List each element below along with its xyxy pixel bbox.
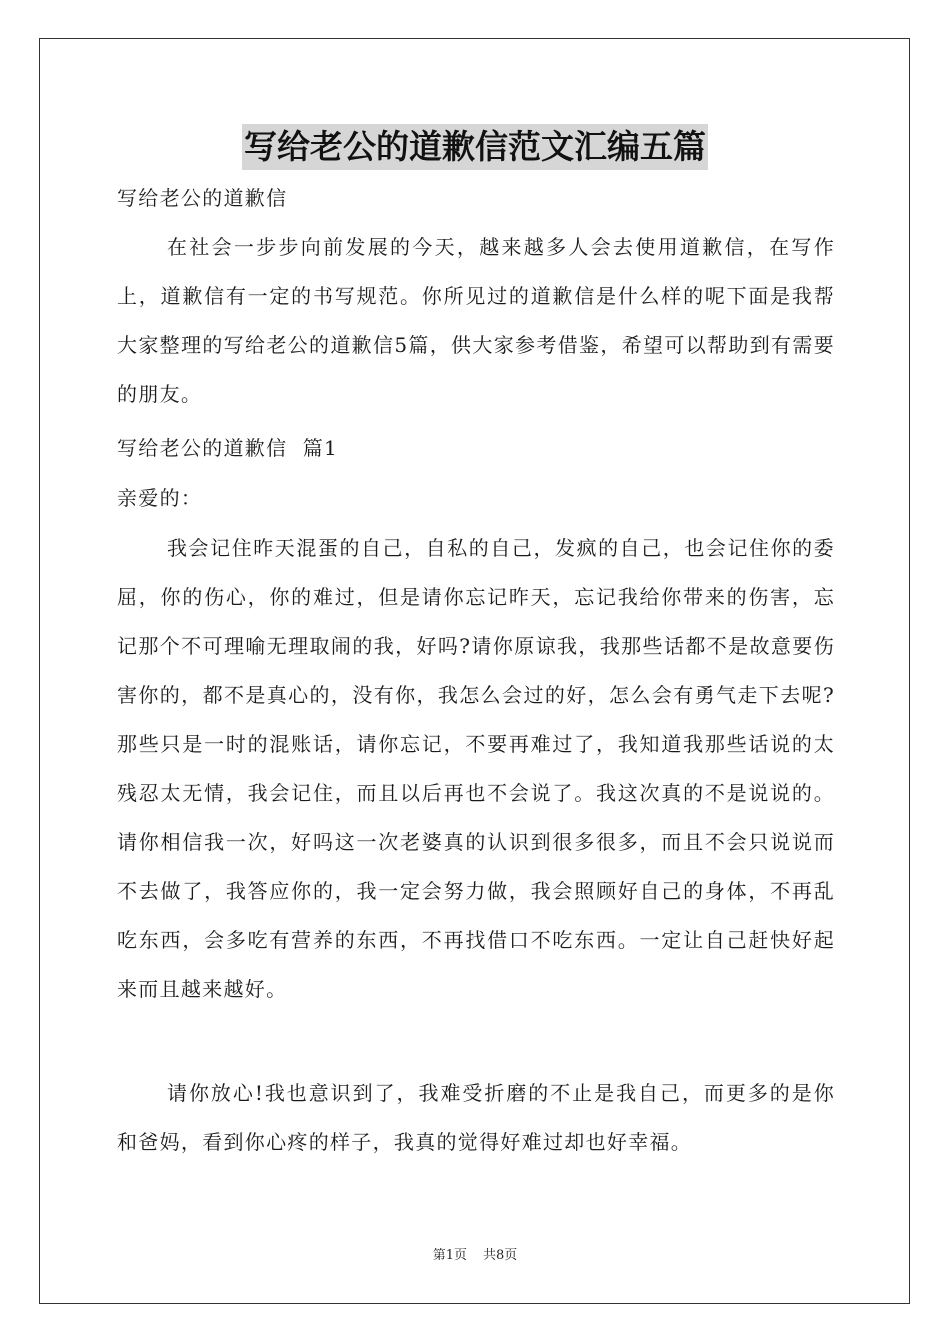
salutation: 亲爱的：: [117, 486, 203, 510]
page-total: 共8页: [483, 1248, 518, 1263]
intro-paragraph: 在社会一步步向前发展的今天，越来越多人会去使用道歉信，在写作上，道歉信有一定的书写规范。你所见过的道歉信是什么样的呢下面是我帮大家整理的写给老公的道歉信5篇，供大家参考借鉴，希望可以帮助到有需要的朋友。: [117, 235, 835, 406]
document-title: 写给老公的道歉信范文汇编五篇: [242, 124, 708, 170]
document-subtitle: 写给老公的道歉信: [117, 186, 288, 210]
page-number: 第1页: [432, 1248, 467, 1263]
section-heading: 写给老公的道歉信 篇1: [117, 436, 339, 460]
title-container: [0, 124, 950, 170]
body-paragraph-1: 我会记住昨天混蛋的自己，自私的自己，发疯的自己，也会记住你的委屈，你的伤心，你的难过，但是请你忘记昨天，忘记我给你带来的伤害，忘记那个不可理喻无理取闹的我，好吗?请你原谅我，我那些话都不是故意要伤害你的，都不是真心的，没有你，我怎么会过的好，怎么会有勇气走下去呢?那些只是一时的混账话，请你忘记，不要再难过了，我知道我那些话说的太残忍太无情，我会记住，而且以后再也不会说了。我这次真的不是说说的。请你相信我一次，好吗这一次老婆真的认识到很多很多，而且不会只说说而不去做了，我答应你的，我一定会努力做，我会照顾好自己的身体，不再乱吃东西，会多吃有营养的东西，不再找借口不吃东西。一定让自己赶快好起来而且越来越好。: [117, 536, 835, 1001]
page-footer: [0, 1247, 950, 1265]
body-paragraph-2: 请你放心!我也意识到了，我难受折磨的不止是我自己，而更多的是你和爸妈，看到你心疼的样子，我真的觉得好难过却也好幸福。: [117, 1081, 835, 1154]
